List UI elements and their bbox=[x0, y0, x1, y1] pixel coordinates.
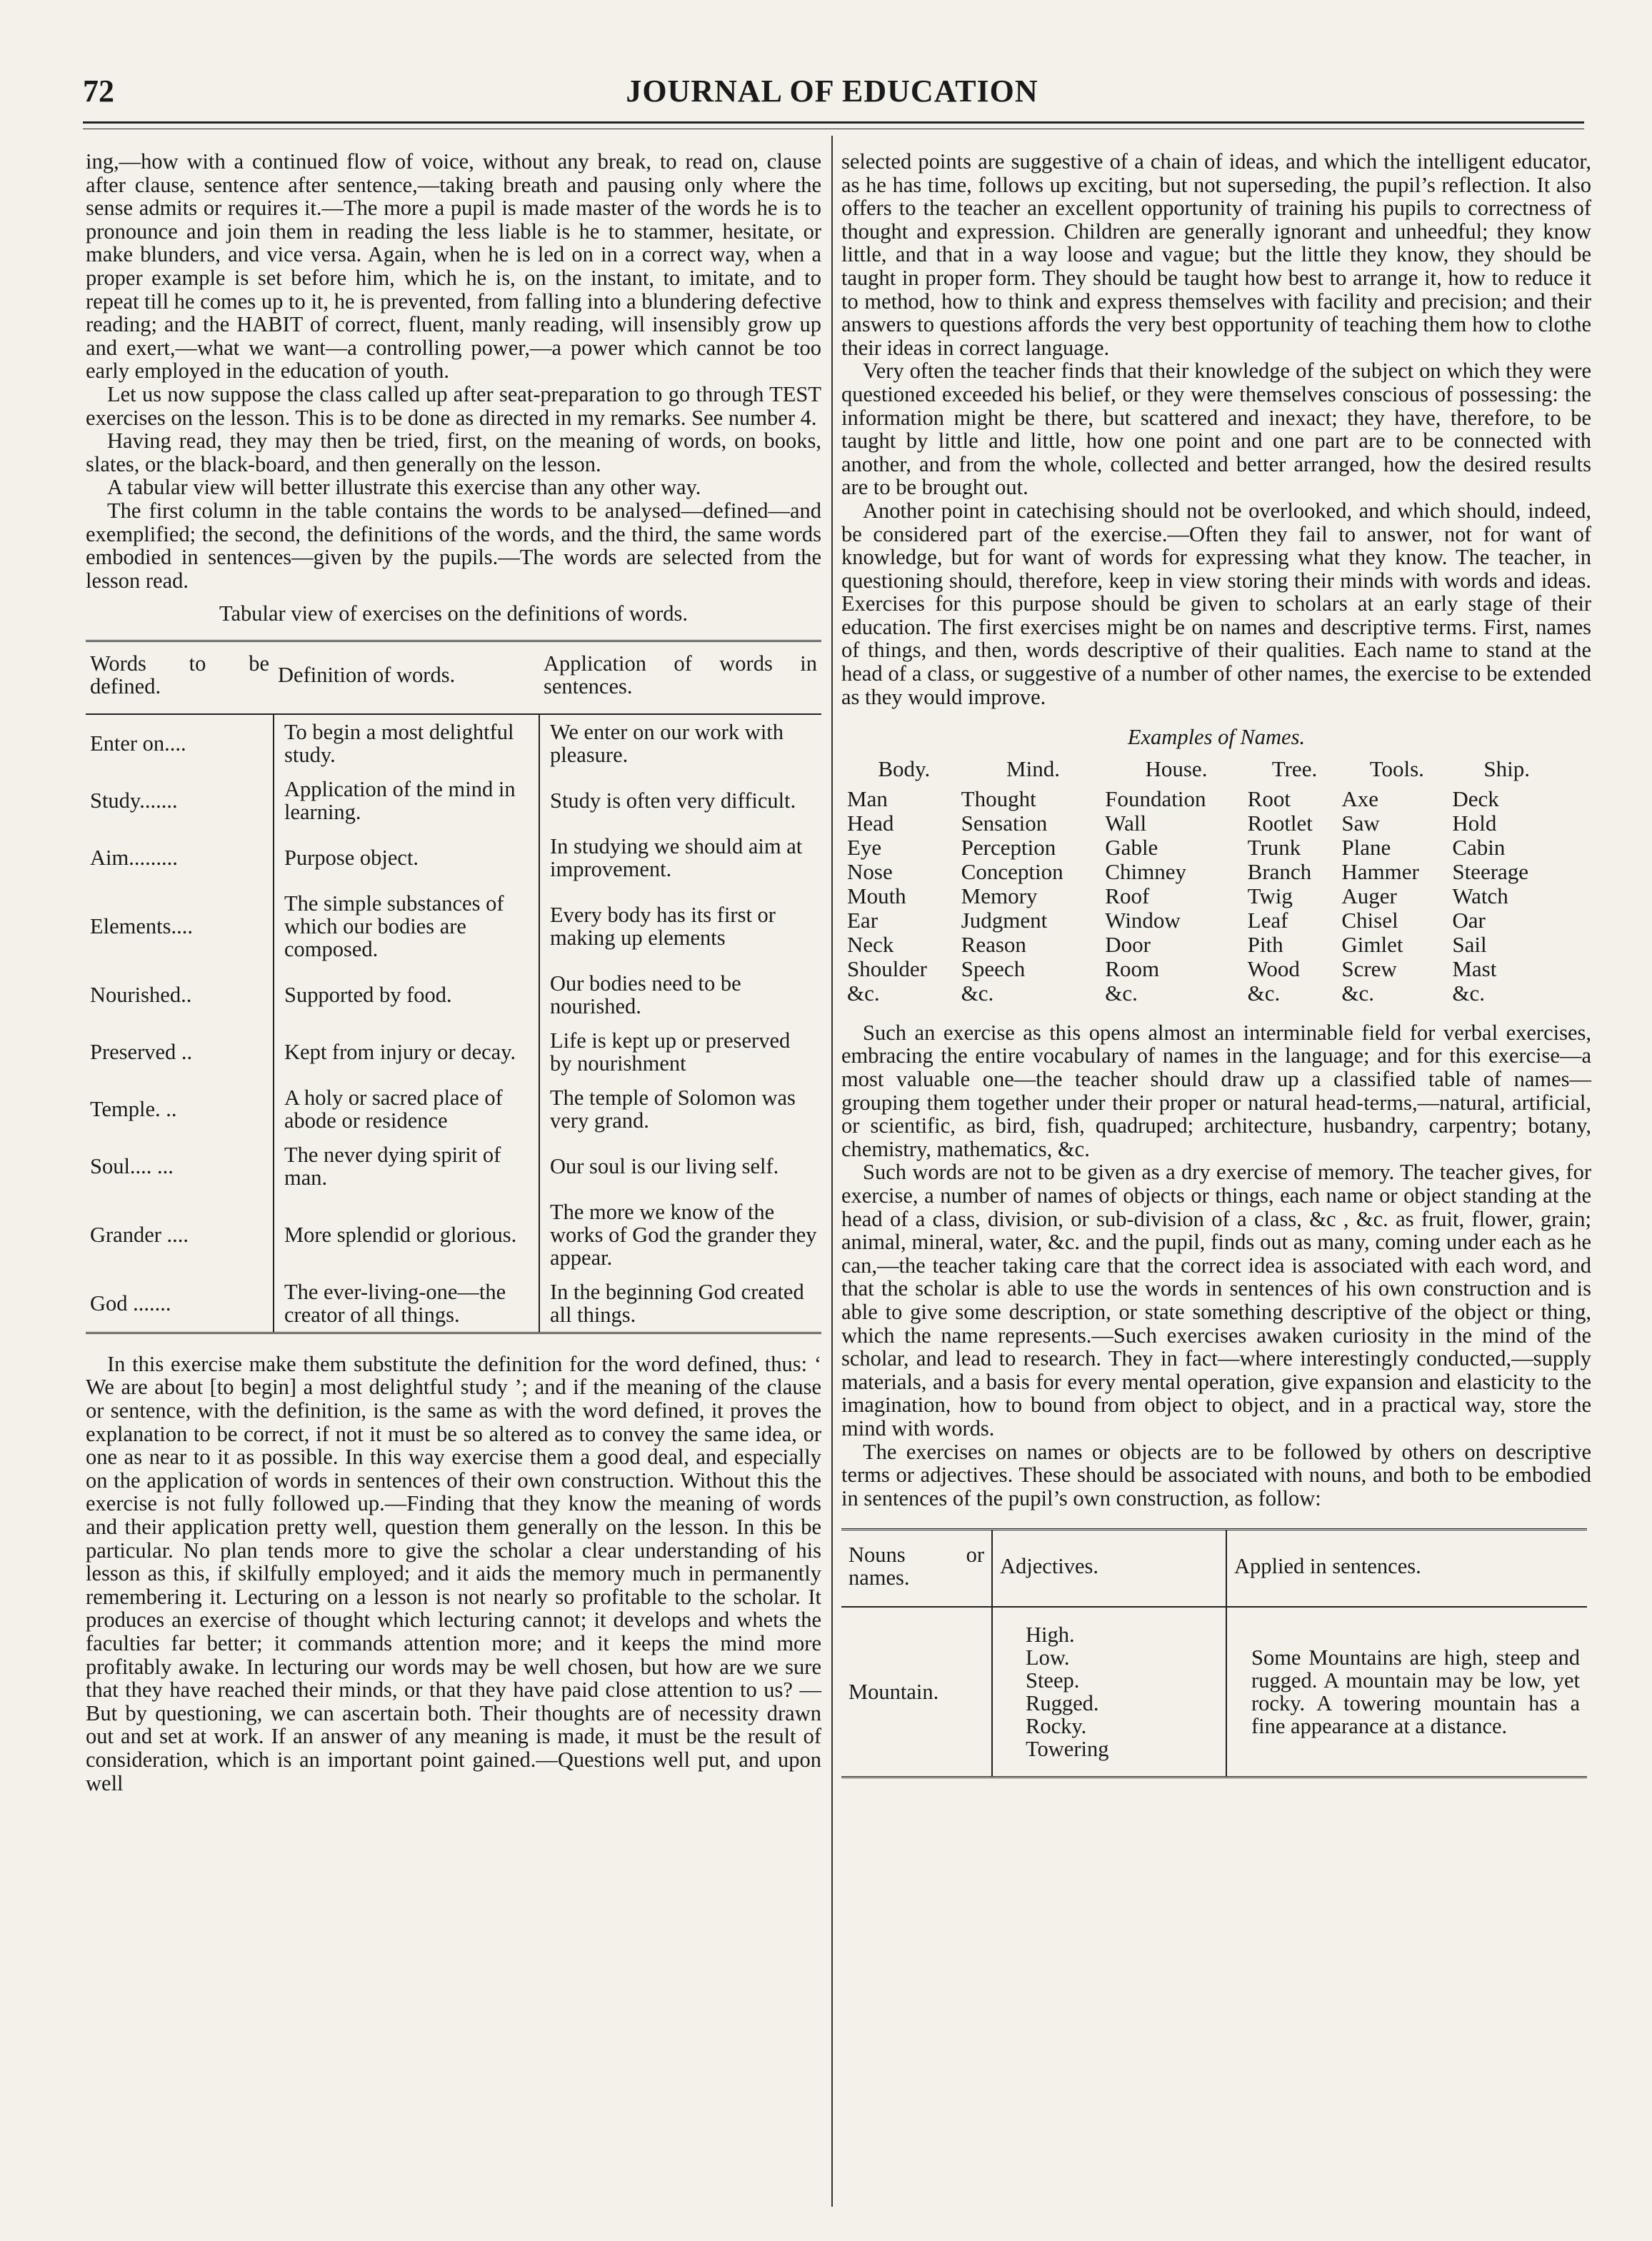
paragraph: The first column in the table contains the words to be analysed—defined—and exemplified; the second, the definitions of the words, and the third, the same words embodied in sentences—given by the pupils.—The words are selected from the lesson read. bbox=[86, 498, 821, 593]
definition-cell: Kept from injury or decay. bbox=[274, 1023, 539, 1081]
name-cell: Neck bbox=[847, 931, 894, 957]
page-number: 72 bbox=[83, 74, 114, 109]
application-cell: The temple of Solomon was very grand. bbox=[539, 1081, 821, 1138]
name-cell: &c. bbox=[847, 980, 880, 1006]
name-cell: &c. bbox=[1452, 980, 1485, 1006]
table-row bbox=[847, 860, 1561, 884]
application-cell: In studying we should aim at improvement. bbox=[539, 829, 821, 886]
name-cell: Deck bbox=[1452, 786, 1499, 811]
table-row bbox=[86, 714, 821, 772]
table-row bbox=[847, 908, 1561, 933]
noun-cell: Mountain. bbox=[848, 1680, 939, 1705]
word-cell: God ....... bbox=[90, 1290, 171, 1315]
definition-cell: The ever-living-one—the creator of all things. bbox=[274, 1275, 539, 1333]
adjective: High. bbox=[1026, 1623, 1075, 1648]
name-cell: Roof bbox=[1105, 883, 1150, 908]
paragraph: Such words are not to be given as a dry exercise of memory. The teacher gives, for exercise, a number of names of objects or things, each name or object standing at the head of a class, division, or sub-division of a class, &c , &c. as fruit, flower, grain; animal, mineral, water, &c. and the pupil, finds out as many, coming under each as he can,—the teacher taking care that the correct idea is associated with each word, and that the scholar is able to use the words in sentences of his own construction and is able to give some description, or state something descriptive of the object or thing, which the name represents.—Such exercises awaken curiosity in the mind of the scholar, and lead to research. They in fact—where interestingly conducted,—supply materials, and a basis for every mental operation, give expansion and elasticity to the imagination, how to bound from object to object, and in a practical way, store the mind with words. bbox=[841, 1160, 1591, 1440]
definition-cell: Purpose object. bbox=[274, 829, 539, 886]
name-cell: Hold bbox=[1452, 810, 1497, 836]
name-cell: Thought bbox=[961, 786, 1036, 811]
page-header bbox=[79, 66, 1586, 116]
names-header: Tools. bbox=[1369, 756, 1424, 781]
name-cell: Chisel bbox=[1341, 907, 1398, 933]
table-row bbox=[86, 772, 821, 829]
adjectives-table bbox=[841, 1528, 1587, 1778]
name-cell: Plane bbox=[1341, 834, 1391, 860]
right-column bbox=[841, 150, 1591, 1778]
table-row bbox=[86, 1023, 821, 1081]
table-row bbox=[86, 1195, 821, 1275]
table-row bbox=[86, 966, 821, 1023]
table-header: Nouns or names. bbox=[841, 1530, 992, 1608]
names-header: Tree. bbox=[1271, 756, 1318, 781]
names-header: Body. bbox=[878, 756, 931, 781]
name-cell: Wood bbox=[1247, 956, 1300, 981]
name-cell: Hammer bbox=[1341, 858, 1419, 884]
adjective: Rugged. bbox=[1026, 1691, 1099, 1716]
application-cell: The more we know of the works of God the grander they appear. bbox=[539, 1195, 821, 1275]
paragraph: selected points are suggestive of a chain of ideas, and which the intelligent educator, as he has time, follows up exciting, but not superseding, the pupil’s reflection. It also offers to the teacher an excellent opportunity of training his pupils to correctness of thought and expression. Children are generally ignorant and unheedful; they know little, and that in a way loose and vague; but the little they know, they should be taught in proper form. They should be taught how best to arrange it, how to reduce it to method, how to think and express themselves with facility and precision; and their answers to questions affords the very best opportunity of teaching them how to clothe their ideas in correct language. bbox=[841, 149, 1591, 360]
names-header: House. bbox=[1145, 756, 1208, 781]
table-row bbox=[847, 836, 1561, 860]
examples-title: Examples of Names. bbox=[1127, 725, 1306, 750]
definition-cell: More splendid or glorious. bbox=[274, 1195, 539, 1275]
name-cell: Sail bbox=[1452, 931, 1487, 957]
definitions-table bbox=[86, 640, 821, 1334]
application-cell: Study is often very difficult. bbox=[539, 772, 821, 829]
header-rule bbox=[83, 121, 1584, 124]
table-header: Words to be defined. bbox=[86, 641, 274, 714]
application-cell: Life is kept up or preserved by nourishment bbox=[539, 1023, 821, 1081]
definition-cell: The never dying spirit of man. bbox=[274, 1138, 539, 1195]
definition-cell: Supported by food. bbox=[274, 966, 539, 1023]
name-cell: Speech bbox=[961, 956, 1026, 981]
application-cell: We enter on our work with pleasure. bbox=[539, 714, 821, 772]
name-cell: Axe bbox=[1341, 786, 1378, 811]
name-cell: Auger bbox=[1341, 883, 1397, 908]
name-cell: Sensation bbox=[961, 810, 1048, 836]
name-cell: Perception bbox=[961, 834, 1056, 860]
table-row bbox=[86, 829, 821, 886]
application-cell: Our soul is our living self. bbox=[539, 1138, 821, 1195]
names-table bbox=[847, 756, 1561, 1006]
names-header: Ship. bbox=[1483, 756, 1530, 781]
sentence-cell: Some Mountains are high, steep and rugged. A mountain may be low, yet rocky. A towering mountain has a fine appearance at a distance. bbox=[1226, 1607, 1587, 1778]
paragraph: Such an exercise as this opens almost an interminable field for verbal exercises, embracing the entire vocabulary of names in the language; and for this exercise—a most valuable one—the teacher should draw up a classified table of names—grouping them together under their proper or natural head-terms,—natural, artificial, or scientific, as bird, fish, quadruped; architecture, husbandry, carpentry; botany, chemistry, mathematics, &c. bbox=[841, 1020, 1591, 1161]
table-row bbox=[86, 1275, 821, 1333]
name-cell: &c. bbox=[961, 980, 994, 1006]
name-cell: Head bbox=[847, 810, 894, 836]
paragraph: Another point in catechising should not be overlooked, and which should, indeed, be considered part of the exercise.—Often they fail to answer, not for want of knowledge, but for want of words for expressing what they know. The teacher, in questioning should, therefore, keep in view storing their minds with words and ideas. Exercises for this purpose should be given to scholars at an early stage of their education. The first exercises might be on names and descriptive terms. First, names of things, and then, words descriptive of their qualities. Each name to stand at the head of a class, or suggestive of a number of other names, the exercise to be extended as they would improve. bbox=[841, 498, 1591, 709]
name-cell: Screw bbox=[1341, 956, 1397, 981]
paragraph: Having read, they may then be tried, first, on the meaning of words, on books, slates, or the black-board, and then generally on the lesson. bbox=[86, 428, 821, 476]
word-cell: Study....... bbox=[90, 788, 178, 813]
table-header: Application of words in sentences. bbox=[539, 641, 821, 714]
name-cell: Window bbox=[1105, 907, 1181, 933]
word-cell: Enter on.... bbox=[90, 731, 186, 756]
adjective: Rocky. bbox=[1026, 1714, 1087, 1739]
name-cell: &c. bbox=[1341, 980, 1374, 1006]
name-cell: Gimlet bbox=[1341, 931, 1403, 957]
table-row bbox=[847, 884, 1561, 908]
definition-cell: Application of the mind in learning. bbox=[274, 772, 539, 829]
name-cell: Eye bbox=[847, 834, 882, 860]
name-cell: Room bbox=[1105, 956, 1160, 981]
table-row bbox=[86, 886, 821, 966]
name-cell: Shoulder bbox=[847, 956, 927, 981]
paragraph: A tabular view will better illustrate this exercise than any other way. bbox=[107, 475, 701, 500]
name-cell: Ear bbox=[847, 907, 878, 933]
journal-title: JOURNAL OF EDUCATION bbox=[626, 74, 1038, 109]
name-cell: &c. bbox=[1105, 980, 1138, 1006]
table-row bbox=[847, 957, 1561, 981]
paragraph: ing,—how with a continued flow of voice, without any break, to read on, clause after clause, sentence after sentence,—taking breath and pausing only where the sense admits or requires it.—The more a pupil is made master of the words he is to pronounce and join them in reading the less liable is he to stammer, hesitate, or make blunders, and vice versa. Again, when he is led on in a correct way, when a proper example is set before him, which he is, on the instant, to imitate, and to repeat till he comes up to it, he is prevented, from falling into a blundering defective reading; and the HABIT of correct, fluent, manly reading, will insensibly grow up and exert,—what we want—a controlling power,—a power which cannot be too early employed in the education of youth. bbox=[86, 149, 821, 383]
adjective: Towering bbox=[1026, 1737, 1109, 1762]
name-cell: Trunk bbox=[1247, 834, 1301, 860]
name-cell: Memory bbox=[961, 883, 1038, 908]
paragraph: In this exercise make them substitute the definition for the word defined, thus: ‘ We are about [to begin] a most delightful study ’; and if the meaning of the clause or sentence, with the definition, is the same as with the word defined, it proves the explanation to be correct, if not it must be so altered as to convey the same idea, or one as near to it as possible. In this way exercise them a good deal, and especially on the application of words in sentences of their own construction. Without this the exercise is not fully followed up.—Finding that they know the meaning of words and their application pretty well, question them generally on the lesson. In this be particular. No plan tends more to give the scholar a clear understanding of his lesson as this, if skilfully employed; and it aids the memory much in permanently remembering it. Lecturing on a lesson is not nearly so profitable to the scholar. It produces an exercise of thought which lecturing cannot; it develops and whets the faculties far better; it commands attention more; and it keeps the mind more profitably awake. In lecturing our words may be well chosen, but how are we sure that they have reached their minds, or that they have paid close attention to us? —But by questioning, we can ascertain both. Their thoughts are of necessity drawn out and set at work. If an answer of any meaning is made, it must be the result of consideration, which is an important point gained.—Questions well put, and upon well bbox=[86, 1351, 821, 1795]
paragraph: Very often the teacher finds that their knowledge of the subject on which they were questioned exceeded his belief, or they were themselves conscious of possessing: the information might be there, but scattered and inexact; they have, therefore, to be taught by little and little, how one point and one part are to be connected with another, and from the whole, collected and better arranged, how the desired results are to be brought out. bbox=[841, 359, 1591, 500]
name-cell: Steerage bbox=[1452, 858, 1529, 884]
word-cell: Grander .... bbox=[90, 1222, 189, 1247]
name-cell: Man bbox=[847, 786, 888, 811]
name-cell: Pith bbox=[1247, 931, 1283, 957]
name-cell: Door bbox=[1105, 931, 1151, 957]
table-row bbox=[841, 1607, 1587, 1778]
name-cell: Leaf bbox=[1247, 907, 1288, 933]
name-cell: Branch bbox=[1247, 858, 1312, 884]
name-cell: Gable bbox=[1105, 834, 1158, 860]
name-cell: Wall bbox=[1105, 810, 1147, 836]
name-cell: Chimney bbox=[1105, 858, 1186, 884]
name-cell: Twig bbox=[1247, 883, 1293, 908]
word-cell: Aim......... bbox=[90, 845, 178, 870]
column-divider bbox=[831, 136, 833, 2207]
name-cell: Oar bbox=[1452, 907, 1486, 933]
table-row bbox=[847, 787, 1561, 811]
name-cell: &c. bbox=[1247, 980, 1281, 1006]
application-cell: In the beginning God created all things. bbox=[539, 1275, 821, 1333]
name-cell: Conception bbox=[961, 858, 1063, 884]
application-cell: Every body has its first or making up elements bbox=[539, 886, 821, 966]
word-cell: Preserved .. bbox=[90, 1039, 193, 1064]
table-row bbox=[86, 1138, 821, 1195]
name-cell: Cabin bbox=[1452, 834, 1506, 860]
name-cell: Root bbox=[1247, 786, 1291, 811]
name-cell: Mouth bbox=[847, 883, 906, 908]
table-row bbox=[847, 811, 1561, 836]
adjectives-cell bbox=[992, 1607, 1226, 1778]
table-header: Applied in sentences. bbox=[1226, 1530, 1587, 1608]
name-cell: Mast bbox=[1452, 956, 1497, 981]
paragraph: Let us now suppose the class called up after seat-preparation to go through TEST exercises on the lesson. This is to be done as directed in my remarks. See number 4. bbox=[86, 381, 821, 430]
paragraph: The exercises on names or objects are to be followed by others on descriptive terms or adjectives. These should be associated with nouns, and both to be embodied in sentences of the pupil’s own construction, as follow: bbox=[841, 1439, 1591, 1510]
name-cell: Saw bbox=[1341, 810, 1380, 836]
word-cell: Nourished.. bbox=[90, 982, 192, 1007]
name-cell: Nose bbox=[847, 858, 893, 884]
name-cell: Judgment bbox=[961, 907, 1048, 933]
table-header: Definition of words. bbox=[274, 641, 539, 714]
word-cell: Soul.... ... bbox=[90, 1153, 174, 1178]
definition-cell: A holy or sacred place of abode or residence bbox=[274, 1081, 539, 1138]
name-cell: Rootlet bbox=[1247, 810, 1313, 836]
adjective: Low. bbox=[1026, 1645, 1070, 1670]
table-header: Adjectives. bbox=[992, 1530, 1226, 1608]
table-caption: Tabular view of exercises on the definitions of words. bbox=[219, 601, 688, 626]
definition-cell: The simple substances of which our bodies are composed. bbox=[274, 886, 539, 966]
names-header: Mind. bbox=[1006, 756, 1060, 781]
adjective: Steep. bbox=[1026, 1668, 1080, 1693]
name-cell: Foundation bbox=[1105, 786, 1206, 811]
left-column bbox=[86, 150, 821, 1795]
word-cell: Elements.... bbox=[90, 913, 193, 938]
application-cell: Our bodies need to be nourished. bbox=[539, 966, 821, 1023]
table-row bbox=[847, 981, 1561, 1006]
definition-cell: To begin a most delightful study. bbox=[274, 714, 539, 772]
name-cell: Watch bbox=[1452, 883, 1508, 908]
name-cell: Reason bbox=[961, 931, 1026, 957]
word-cell: Temple. .. bbox=[90, 1096, 177, 1121]
table-row bbox=[847, 933, 1561, 957]
table-row bbox=[86, 1081, 821, 1138]
